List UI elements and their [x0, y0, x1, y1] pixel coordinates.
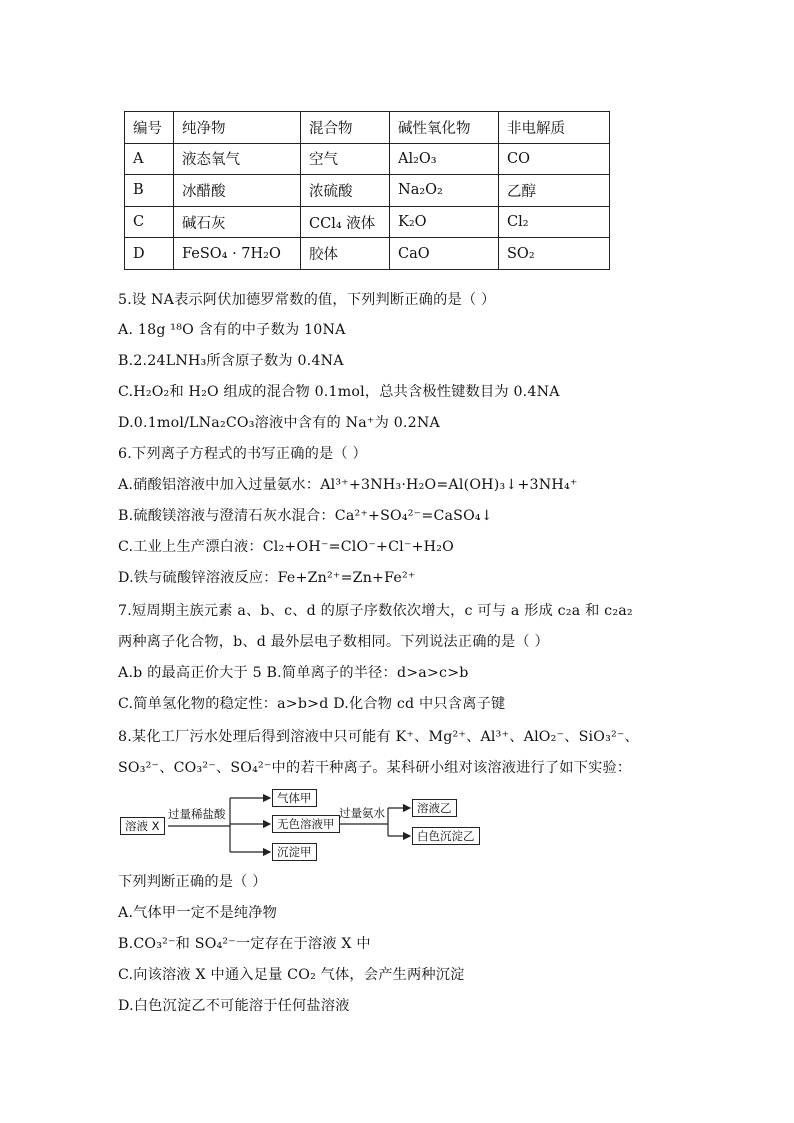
- table-cell: K₂O: [390, 206, 499, 238]
- q8-prompt: 下列判断正确的是（ ）: [118, 874, 267, 890]
- gas-jia-box: 气体甲: [272, 789, 317, 807]
- q8-option-d: D.白色沉淀乙不可能溶于任何盐溶液: [118, 998, 350, 1014]
- table-cell: CO: [499, 143, 610, 175]
- table-cell: 液态氧气: [174, 143, 301, 175]
- table-cell: 胶体: [301, 238, 390, 270]
- table-cell: CaO: [390, 238, 499, 270]
- q8-stem-line1: 8.某化工厂污水处理后得到溶液中只可能有 K⁺、Mg²⁺、Al³⁺、AlO₂⁻、SiO₃²⁻、: [118, 729, 639, 745]
- table-cell: 乙醇: [499, 175, 610, 207]
- table-header-cell: 非电解质: [499, 112, 610, 144]
- table-row: [125, 206, 610, 238]
- q5-option-a: A. 18g ¹⁸O 含有的中子数为 10NA: [118, 322, 346, 338]
- table-cell: C: [125, 206, 174, 238]
- q7-stem-line2: 两种离子化合物，b、d 最外层电子数相同。下列说法正确的是（ ）: [118, 634, 549, 650]
- table-cell: D: [125, 238, 174, 270]
- table-header-cell: 碱性氧化物: [390, 112, 499, 144]
- q7-options-cd: C.简单氢化物的稳定性：a>b>d D.化合物 cd 中只含离子键: [118, 696, 506, 712]
- q7-stem-line1: 7.短周期主族元素 a、b、c、d 的原子序数依次增大，c 可与 a 形成 c₂a 和 c₂a₂: [118, 603, 633, 619]
- q6-option-a: A.硝酸铝溶液中加入过量氨水：Al³⁺+3NH₃·H₂O=Al(OH)₃↓+3NH₄⁺: [118, 477, 578, 493]
- q6-option-b: B.硫酸镁溶液与澄清石灰水混合：Ca²⁺+SO₄²⁻=CaSO₄↓: [118, 508, 493, 524]
- reagent-ammonia-label: 过量氨水: [339, 806, 385, 820]
- table-cell: CCl₄ 液体: [301, 206, 390, 238]
- table-header-cell: 纯净物: [174, 112, 301, 144]
- table-row: [125, 143, 610, 175]
- q8-stem-line2: SO₃²⁻、CO₃²⁻、SO₄²⁻中的若干种离子。某科研小组对该溶液进行了如下实验：: [118, 760, 632, 776]
- q5-option-b: B.2.24LNH₃所含原子数为 0.4NA: [118, 353, 344, 369]
- q5-option-c: C.H₂O₂和 H₂O 组成的混合物 0.1mol，总共含极性键数目为 0.4NA: [118, 384, 560, 400]
- colorless-solution-box: 无色溶液甲: [272, 815, 340, 833]
- classification-table: [124, 111, 610, 270]
- q6-option-d: D.铁与硫酸锌溶液反应：Fe+Zn²⁺=Zn+Fe²⁺: [118, 570, 416, 586]
- experiment-flowchart: [118, 786, 518, 866]
- table-cell: 冰醋酸: [174, 175, 301, 207]
- table-header-row: [125, 112, 610, 144]
- solution-x-box: 溶液 X: [120, 817, 165, 835]
- q8-option-b: B.CO₃²⁻和 SO₄²⁻一定存在于溶液 X 中: [118, 936, 371, 952]
- precipitate-jia-box: 沉淀甲: [272, 843, 317, 861]
- q6-option-c: C.工业上生产漂白液：Cl₂+OH⁻=ClO⁻+Cl⁻+H₂O: [118, 539, 454, 555]
- q8-option-c: C.向该溶液 X 中通入足量 CO₂ 气体，会产生两种沉淀: [118, 967, 465, 983]
- q6-stem: 6.下列离子方程式的书写正确的是（ ）: [118, 446, 367, 462]
- table-row: [125, 175, 610, 207]
- solution-yi-box: 溶液乙: [412, 799, 457, 817]
- white-precipitate-box: 白色沉淀乙: [412, 827, 480, 845]
- table-cell: Cl₂: [499, 206, 610, 238]
- table-cell: FeSO₄ · 7H₂O: [174, 238, 301, 270]
- table-header-cell: 混合物: [301, 112, 390, 144]
- q5-option-d: D.0.1mol/LNa₂CO₃溶液中含有的 Na⁺为 0.2NA: [118, 415, 440, 431]
- table-cell: SO₂: [499, 238, 610, 270]
- reagent-hcl-label: 过量稀盐酸: [168, 807, 226, 821]
- table-row: [125, 238, 610, 270]
- table-cell: B: [125, 175, 174, 207]
- table-cell: 空气: [301, 143, 390, 175]
- q8-option-a: A.气体甲一定不是纯净物: [118, 905, 278, 921]
- q7-options-ab: A.b 的最高正价大于 5 B.简单离子的半径：d>a>c>b: [118, 665, 469, 681]
- table-cell: Na₂O₂: [390, 175, 499, 207]
- q5-stem: 5.设 NA表示阿伏加德罗常数的值，下列判断正确的是（ ）: [118, 292, 496, 308]
- table-header-cell: 编号: [125, 112, 174, 144]
- table-cell: 浓硫酸: [301, 175, 390, 207]
- table-cell: 碱石灰: [174, 206, 301, 238]
- table-cell: A: [125, 143, 174, 175]
- table-cell: Al₂O₃: [390, 143, 499, 175]
